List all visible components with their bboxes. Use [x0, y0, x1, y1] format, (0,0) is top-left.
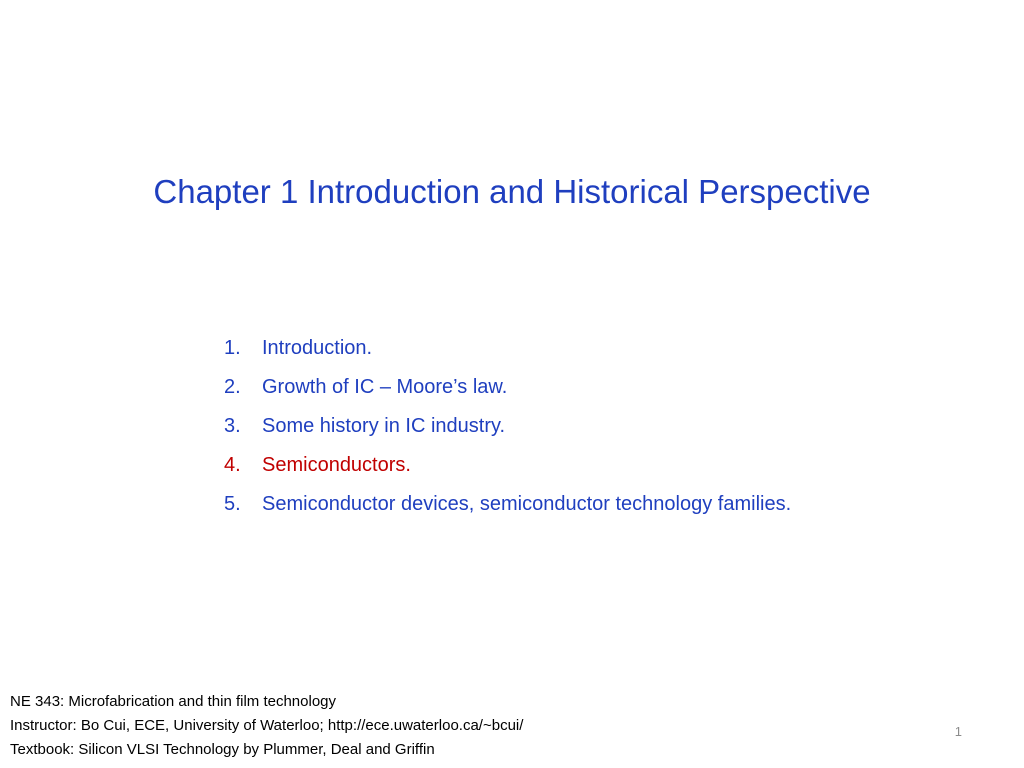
- agenda-item-number: 4.: [224, 454, 241, 476]
- agenda-item-number: 5.: [224, 493, 241, 515]
- agenda-item: [224, 411, 804, 441]
- agenda-item: [224, 333, 804, 363]
- slide-footer: [10, 690, 523, 762]
- agenda-item: [224, 489, 804, 519]
- agenda-item-text: Some history in IC industry.: [262, 415, 506, 437]
- agenda-item-text: Semiconductors.: [262, 454, 411, 476]
- agenda-item-number: 1.: [224, 337, 241, 359]
- page-number: 1: [954, 724, 962, 739]
- agenda-item-number: 3.: [224, 415, 241, 437]
- footer-instructor: Instructor: Bo Cui, ECE, University of Waterloo; http://ece.uwaterloo.ca/~bcui/: [10, 717, 524, 734]
- agenda-item-text: Introduction.: [262, 337, 373, 359]
- slide-title: Chapter 1 Introduction and Historical Perspective: [153, 173, 871, 210]
- footer-course: NE 343: Microfabrication and thin film technology: [10, 693, 337, 710]
- agenda-item-text: Growth of IC – Moore’s law.: [262, 376, 508, 398]
- footer-textbook: Textbook: Silicon VLSI Technology by Plummer, Deal and Griffin: [10, 741, 435, 758]
- agenda-list: [224, 333, 804, 528]
- agenda-item-number: 2.: [224, 376, 241, 398]
- agenda-item-text: Semiconductor devices, semiconductor technology families.: [262, 493, 792, 515]
- agenda-item-highlighted: [224, 450, 804, 480]
- agenda-item: [224, 372, 804, 402]
